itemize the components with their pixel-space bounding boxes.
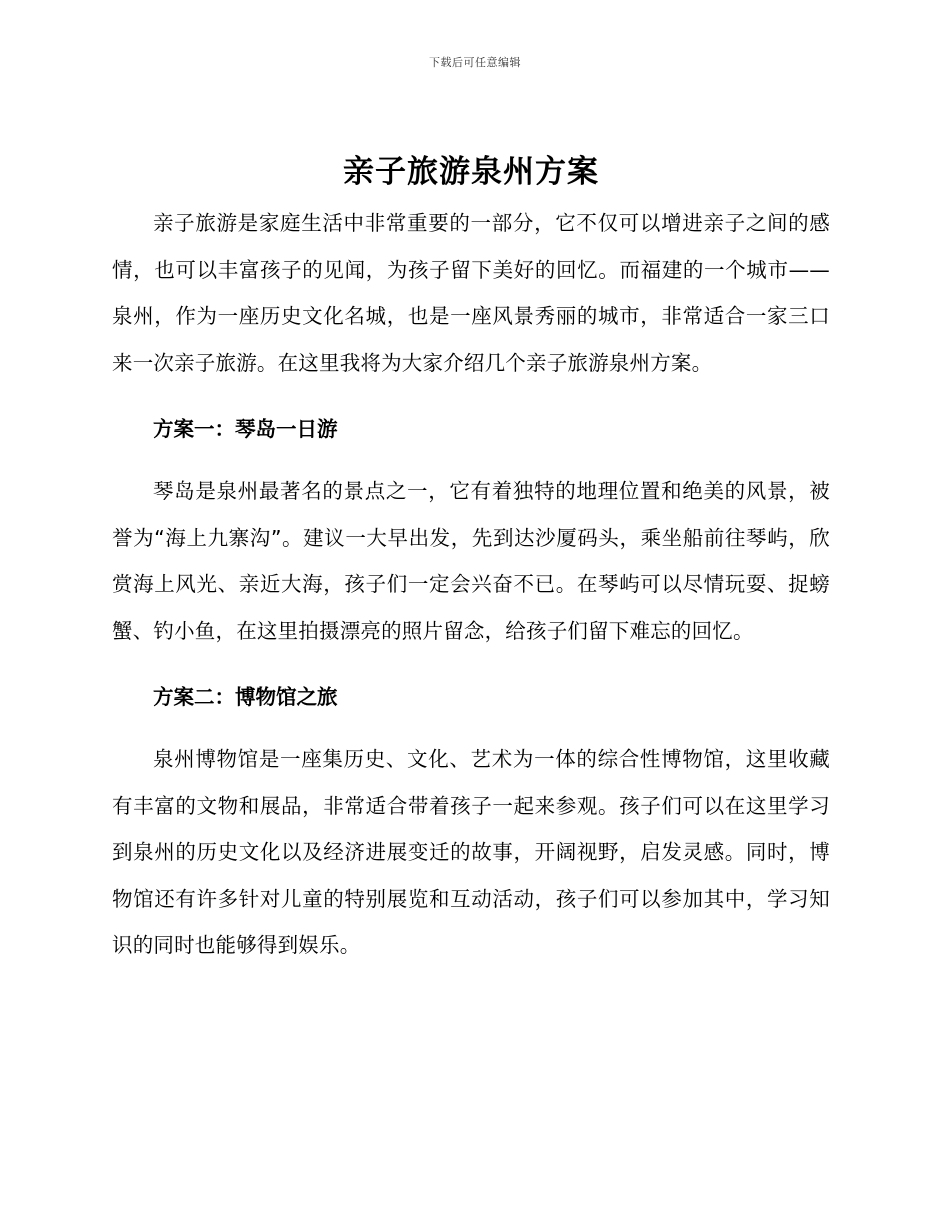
section-paragraph-plan-2: 泉州博物馆是一座集历史、文化、艺术为一体的综合性博物馆，这里收藏有丰富的文物和展品，非常适合带着孩子一起来参观。孩子们可以在这里学习到泉州的历史文化以及经济进展变迁的故事，开阔视野，启发灵感。同时，博物馆还有许多针对儿童的特别展览和互动活动，孩子们可以参加其中，学习知识的同时也能够得到娱乐。 xyxy=(112,747,830,957)
document-body xyxy=(112,148,830,969)
section-heading-plan-1: 方案一：琴岛一日游 xyxy=(153,417,338,441)
header-note: 下载后可任意编辑 xyxy=(429,56,521,69)
section-heading-plan-2: 方案二：博物馆之旅 xyxy=(153,685,338,709)
page-title: 亲子旅游泉州方案 xyxy=(343,154,599,190)
section-paragraph-plan-1: 琴岛是泉州最著名的景点之一，它有着独特的地理位置和绝美的风景，被誉为“海上九寨沟”。建议一大早出发，先到达沙厦码头，乘坐船前往琴屿，欣赏海上风光、亲近大海，孩子们一定会兴奋不已。在琴屿可以尽情玩耍、捉螃蟹、钓小鱼，在这里拍摄漂亮的照片留念，给孩子们留下难忘的回忆。 xyxy=(112,479,830,643)
intro-paragraph: 亲子旅游是家庭生活中非常重要的一部分，它不仅可以增进亲子之间的感情，也可以丰富孩子的见闻，为孩子留下美好的回忆。而福建的一个城市——泉州，作为一座历史文化名城，也是一座风景秀丽的城市，非常适合一家三口来一次亲子旅游。在这里我将为大家介绍几个亲子旅游泉州方案。 xyxy=(112,211,830,375)
